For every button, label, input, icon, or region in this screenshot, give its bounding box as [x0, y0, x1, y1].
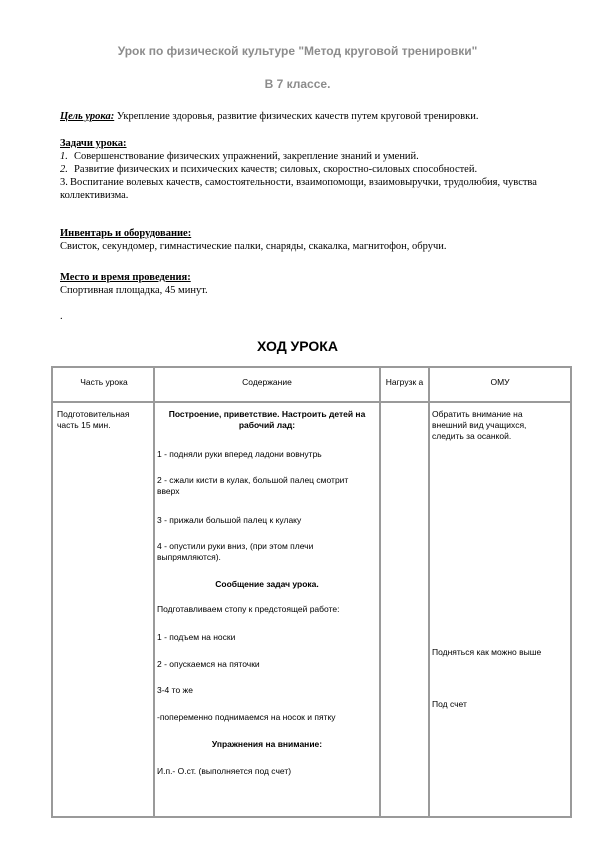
place-label: Место и время проведения: — [60, 272, 191, 283]
grade-title: В 7 классе. — [264, 77, 331, 91]
content-line: 2 - опускаемся на пяточки — [157, 659, 260, 669]
stray-dot: . — [60, 311, 63, 322]
omu-note: Подняться как можно выше — [432, 647, 542, 657]
course-title: ХОД УРОКА — [257, 338, 338, 354]
content-line: 1 - подняли руки вперед ладони вовнутрь — [157, 449, 322, 459]
cell-part: Подготовительная часть 15 мин. — [57, 409, 130, 430]
equipment-label: Инвентарь и оборудование: — [60, 228, 192, 239]
omu-note: Обратить внимание на внешний вид учащихся, следить за осанкой. — [432, 409, 527, 441]
header-part: Часть урока — [80, 377, 128, 387]
task-item: 3. Воспитание волевых качеств, самостоятельности, взаимопомощи, взаимовыручки, трудолюбия, чувства коллективизма. — [60, 177, 537, 201]
lesson-title: Урок по физической культуре "Метод круговой тренировки" — [117, 44, 478, 58]
omu-note: Под счет — [432, 699, 467, 709]
equipment-text: Свисток, секундомер, гимнастические палки, снаряды, скакалка, магнитофон, обручи. — [60, 241, 447, 252]
header-content: Содержание — [242, 377, 292, 387]
goal-line — [60, 110, 560, 123]
goal-label: Цель урока: — [60, 111, 115, 122]
content-line: 1 - подъем на носки — [157, 632, 236, 642]
table-col-divider — [379, 368, 381, 816]
task-item: 1. Совершенствование физических упражнений, закрепление знаний и умений. — [60, 151, 419, 162]
table-row-divider — [53, 401, 570, 403]
content-line: Упражнения на внимание: — [211, 739, 323, 749]
content-line: Построение, приветствие. Настроить детей на рабочий лад: — [168, 409, 366, 430]
header-omu: ОМУ — [490, 377, 510, 387]
lesson-table — [51, 366, 572, 818]
content-line: И.п.- О.ст. (выполняется под счет) — [157, 766, 292, 776]
content-line: 3 - прижали большой палец к кулаку — [157, 515, 302, 525]
table-col-divider — [153, 368, 155, 816]
content-line: Подготавливаем стопу к предстоящей работе: — [157, 604, 340, 614]
content-line: -попеременно поднимаемся на носок и пятку — [157, 712, 336, 722]
header-load: Нагрузк а — [385, 377, 424, 387]
place-section — [60, 271, 560, 297]
task-item: 2. Развитие физических и психических качеств; силовых, скоростно-силовых способностей. — [60, 164, 478, 175]
goal-text: Укрепление здоровья, развитие физических качеств путем круговой тренировки. — [114, 111, 479, 122]
table-col-divider — [428, 368, 430, 816]
content-line: 2 - сжали кисти в кулак, большой палец смотрит вверх — [157, 475, 349, 496]
equipment-section — [60, 227, 560, 253]
tasks-label: Задачи урока: — [60, 138, 127, 149]
tasks-section — [60, 137, 560, 202]
place-text: Спортивная площадка, 45 минут. — [60, 285, 208, 296]
content-line: 4 - опустили руки вниз, (при этом плечи выпрямляются). — [157, 541, 314, 562]
content-line: Сообщение задач урока. — [215, 579, 319, 589]
content-line: 3-4 то же — [157, 685, 193, 695]
